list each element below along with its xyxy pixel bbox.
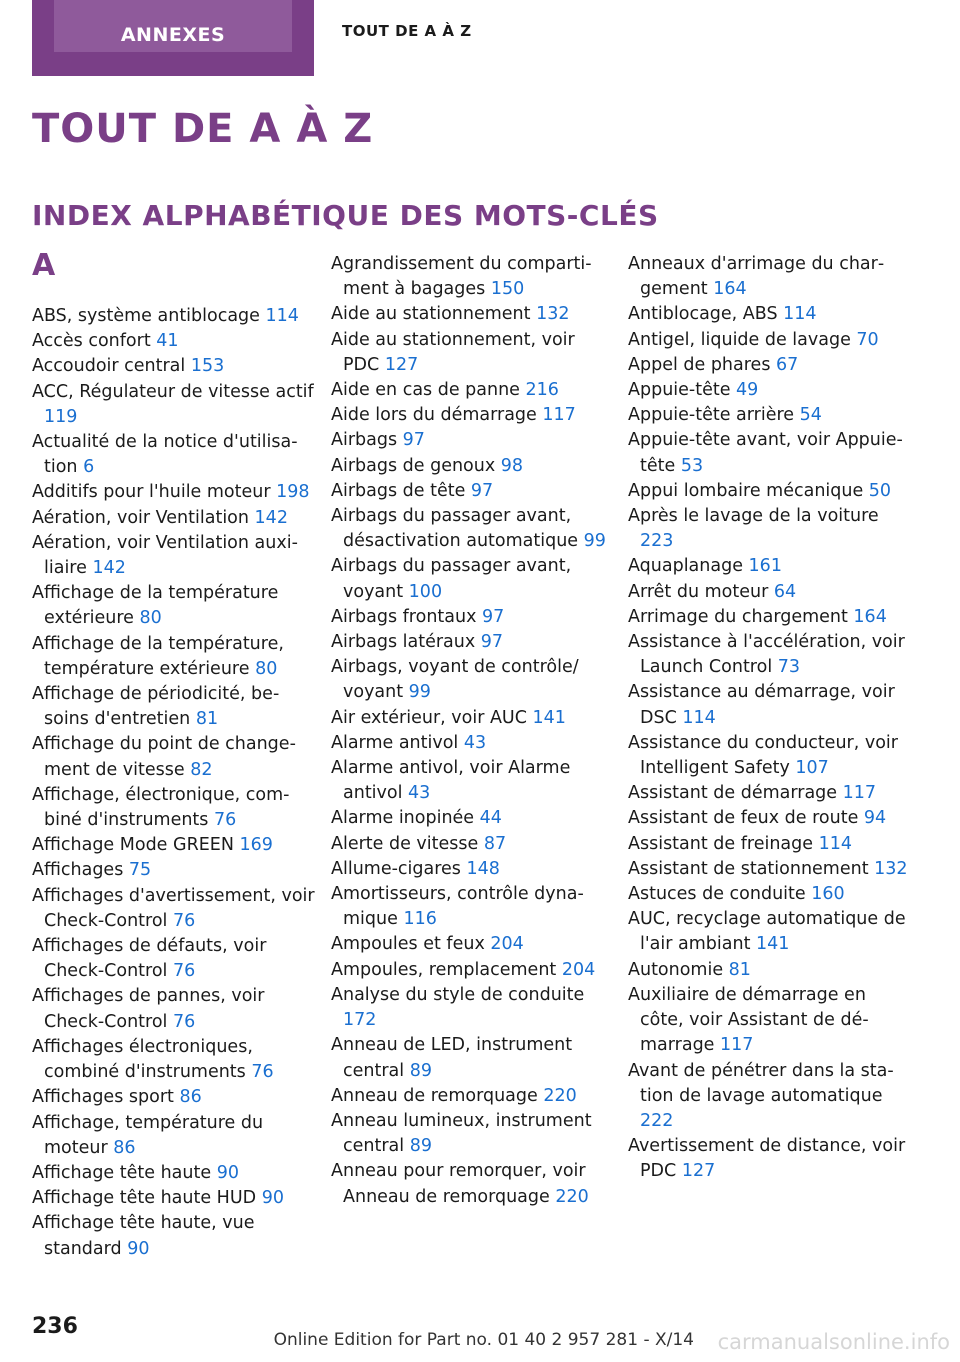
footer-edition: Online Edition for Part no. 01 40 2 957 281 - X/14: [273, 1330, 694, 1350]
index-entry-text: Affichage de la température extérieure: [32, 583, 279, 629]
index-entry: [331, 302, 616, 327]
index-entry-page-link[interactable]: 164: [713, 279, 747, 300]
index-entry-page-link[interactable]: 114: [783, 304, 817, 325]
index-entry: [331, 252, 616, 302]
index-entry-text: Actualité de la notice d'utilisation: [32, 432, 298, 478]
index-entry-page-link[interactable]: 127: [384, 354, 419, 375]
index-entry-page-link[interactable]: 43: [408, 783, 431, 804]
index-entry-page-link[interactable]: 86: [113, 1137, 136, 1158]
index-entry-page-link[interactable]: 148: [466, 858, 500, 879]
index-entry-page-link[interactable]: 97: [470, 480, 494, 501]
index-entry-text: Accès confort: [32, 331, 157, 352]
index-entry: [32, 480, 317, 505]
index-entry-text: Analyse du style de conduite: [331, 984, 585, 1005]
index-entry-text: Aération, voir Ventilation: [32, 507, 255, 528]
index-entry-text: Arrêt du moteur: [628, 581, 774, 602]
index-entry: [331, 1084, 616, 1109]
page-subtitle: INDEX ALPHABÉTIQUE DES MOTS-CLÉS: [32, 199, 659, 232]
index-entry-page-link[interactable]: 161: [748, 556, 782, 577]
chapter-tab-label: ANNEXES: [120, 24, 226, 46]
index-entry: [628, 580, 913, 605]
index-entry: [32, 1085, 317, 1110]
index-entry-page-link[interactable]: 114: [818, 833, 852, 854]
index-entry-text: Alerte de vitesse: [331, 833, 484, 854]
index-entry: [628, 983, 913, 1059]
index-entry: [331, 958, 616, 983]
index-entry: [331, 832, 616, 857]
index-entry-page-link[interactable]: 141: [756, 934, 790, 955]
index-entry-text: Affichage tête haute, vue standard: [32, 1213, 255, 1259]
index-entry: [331, 857, 616, 882]
index-entry-text: Accoudoir central: [32, 356, 191, 377]
index-entry-page-link[interactable]: 76: [172, 1011, 196, 1032]
index-entry-page-link[interactable]: 160: [811, 884, 845, 905]
index-entry-text: Avertissement de distance, voir PDC: [628, 1136, 906, 1182]
index-entry: [628, 781, 913, 806]
index-entry-page-link[interactable]: 132: [536, 304, 570, 325]
index-entry: [331, 983, 616, 1033]
index-column-1: [32, 246, 317, 1262]
index-entry: [32, 329, 317, 354]
index-entry-text: Alarme inopinée: [331, 808, 480, 829]
index-entry: [32, 858, 317, 883]
index-entry-text: Affichage de périodicité, besoins d'entretien: [32, 684, 280, 730]
index-entry-page-link[interactable]: 127: [681, 1161, 716, 1182]
index-entry-text: Assistant de freinage: [628, 833, 819, 854]
index-entry: [32, 884, 317, 934]
index-entry-text: Autonomie: [628, 959, 729, 980]
index-entry: [32, 1035, 317, 1085]
index-entry: [331, 882, 616, 932]
index-entry: [628, 554, 913, 579]
index-entry-text: Affichage tête haute HUD: [32, 1188, 262, 1209]
index-entry: [32, 380, 317, 430]
index-entry-text: Ampoules, remplacement: [331, 959, 562, 980]
index-entry: [628, 907, 913, 957]
index-entry-text: Additifs pour l'huile moteur: [32, 482, 277, 503]
index-entry-page-link[interactable]: 220: [555, 1186, 589, 1207]
index-entry-text: Auxiliaire de démarrage en côte, voir Assistant de démarrage: [628, 984, 869, 1056]
index-entry-text: Airbags du passager avant, désactivation automatique: [331, 506, 584, 552]
index-entry-page-link[interactable]: 49: [736, 380, 759, 401]
page-title: TOUT DE A À Z: [32, 106, 374, 152]
index-entry-text: Affichage Mode GREEN: [32, 835, 240, 856]
index-entry: [32, 1111, 317, 1161]
index-entry-page-link[interactable]: 153: [190, 356, 225, 377]
index-entry-page-link[interactable]: 80: [139, 608, 162, 629]
index-entry-text: Assistance à l'accélération, voir Launch Control: [628, 632, 905, 678]
index-entry-text: Airbags latéraux: [331, 632, 481, 653]
index-entry: [628, 605, 913, 630]
index-entry-page-link[interactable]: 90: [127, 1238, 150, 1259]
index-entry: [628, 1059, 913, 1135]
index-entry-page-link[interactable]: 117: [720, 1035, 754, 1056]
index-entry: [32, 934, 317, 984]
index-entry-text: Appuie-tête avant, voir Appuie-tête: [628, 430, 903, 476]
index-entry-text: Anneau de remorquage: [331, 1085, 544, 1106]
index-entry-text: Assistant de feux de route: [628, 808, 864, 829]
index-entry-text: Airbags frontaux: [331, 606, 483, 627]
index-entry: [628, 302, 913, 327]
index-entry: [331, 655, 616, 705]
index-entry-page-link[interactable]: 53: [680, 455, 704, 476]
index-entry-page-link[interactable]: 164: [853, 606, 887, 627]
index-entry-page-link[interactable]: 75: [128, 860, 152, 881]
index-entry-text: Antiblocage, ABS: [628, 304, 784, 325]
index-entry: [628, 832, 913, 857]
index-entry-page-link[interactable]: 87: [483, 833, 507, 854]
index-entry-page-link[interactable]: 76: [251, 1062, 274, 1083]
index-entry-page-link[interactable]: 220: [543, 1085, 577, 1106]
index-entry: [331, 1109, 616, 1159]
index-entry-text: ABS, système antiblocage: [32, 306, 266, 326]
index-entry-page-link[interactable]: 169: [239, 835, 273, 856]
index-entry: [32, 682, 317, 732]
index-entry: [32, 531, 317, 581]
index-entry-page-link[interactable]: 67: [776, 354, 799, 375]
index-entry-page-link[interactable]: 80: [255, 658, 278, 679]
section-tab-label: TOUT DE A À Z: [342, 22, 472, 40]
index-column-2: [331, 252, 616, 1210]
index-letter: A: [32, 248, 56, 283]
index-entry: [331, 378, 616, 403]
index-entry-text: Anneau lumineux, instrument central: [331, 1110, 592, 1157]
index-entry-text: Affichages électroniques, combiné d'instruments: [32, 1036, 253, 1083]
index-entry-text: Alarme antivol: [331, 732, 464, 753]
index-entry-text: Affichages de défauts, voir Check-Control: [32, 936, 267, 982]
index-entry: [628, 403, 913, 428]
index-entry-text: Astuces de conduite: [628, 884, 812, 905]
index-entry-page-link[interactable]: 222: [640, 1110, 674, 1131]
index-entry-text: Assistance au démarrage, voir DSC: [628, 682, 895, 728]
index-entry: [331, 328, 616, 378]
index-entry-page-link[interactable]: 90: [261, 1188, 284, 1209]
index-entry-page-link[interactable]: 76: [172, 961, 196, 982]
index-entry-text: Affichages de pannes, voir Check-Control: [32, 986, 265, 1032]
index-entry-text: Aide lors du démarrage: [331, 405, 543, 426]
index-entry-text: Anneau pour remorquer, voir Anneau de remorquage: [331, 1161, 586, 1207]
index-entry: [628, 479, 913, 504]
index-entry-page-link[interactable]: 216: [525, 380, 559, 401]
index-entry-text: Amortisseurs, contrôle dynamique: [331, 884, 584, 930]
index-entry-text: Air extérieur, voir AUC: [331, 707, 533, 728]
index-entry: [628, 806, 913, 831]
index-entry: [32, 984, 317, 1034]
index-entry: [331, 454, 616, 479]
index-entry-page-link[interactable]: 64: [773, 581, 797, 602]
index-column-3: [628, 252, 913, 1185]
index-entry-text: Ampoules et feux: [331, 934, 491, 955]
index-entry: [628, 958, 913, 983]
index-entry-text: Anneau de LED, instrument central: [331, 1035, 573, 1081]
index-entry-page-link[interactable]: 114: [265, 306, 299, 326]
index-entry: [331, 1159, 616, 1209]
index-entry: [331, 428, 616, 453]
index-entry-text: Affichages: [32, 860, 129, 881]
index-entry: [628, 630, 913, 680]
index-entry-text: Airbags: [331, 430, 403, 451]
index-entry: [32, 833, 317, 858]
index-entry-page-link[interactable]: 94: [863, 808, 887, 829]
index-entry: [32, 732, 317, 782]
index-entry-page-link[interactable]: 73: [777, 657, 801, 678]
index-entry-page-link[interactable]: 132: [874, 858, 908, 879]
index-entry-page-link[interactable]: 76: [172, 910, 196, 931]
index-entry-text: Airbags de tête: [331, 480, 471, 501]
index-entry-text: Aide au stationnement, voir PDC: [331, 329, 575, 375]
index-entry-page-link[interactable]: 50: [868, 480, 892, 501]
index-entry: [32, 304, 317, 329]
index-entry-text: Airbags de genoux: [331, 455, 501, 476]
index-entry-page-link[interactable]: 81: [195, 709, 219, 730]
index-entry: [32, 581, 317, 631]
index-entry-page-link[interactable]: 97: [482, 606, 505, 627]
index-entry-text: Appuie-tête: [628, 380, 737, 401]
index-entry: [331, 1033, 616, 1083]
index-entry: [331, 504, 616, 554]
index-entry: [32, 430, 317, 480]
index-entry-page-link[interactable]: 81: [728, 959, 751, 980]
index-entry-page-link[interactable]: 116: [403, 909, 437, 930]
index-entry-text: Arrimage du chargement: [628, 606, 854, 627]
index-entry: [628, 1134, 913, 1184]
index-entry: [628, 504, 913, 554]
index-entry-page-link[interactable]: 141: [532, 707, 566, 728]
index-entry-page-link[interactable]: 99: [583, 531, 606, 552]
index-entry-text: Allume-cigares: [331, 858, 467, 879]
index-entry-page-link[interactable]: 142: [92, 558, 126, 579]
index-entry-text: Affichage, électronique, combiné d'instruments: [32, 784, 290, 831]
index-entry-page-link[interactable]: 114: [682, 707, 716, 728]
watermark: carmanualsonline.info: [717, 1330, 950, 1354]
index-entry-text: Appuie-tête arrière: [628, 405, 800, 426]
index-entry-page-link[interactable]: 97: [480, 632, 504, 653]
index-entry-page-link[interactable]: 41: [156, 331, 179, 352]
index-entry-page-link[interactable]: 117: [842, 783, 877, 804]
index-entry-text: Aquaplanage: [628, 556, 749, 577]
index-entry-page-link[interactable]: 89: [409, 1060, 432, 1081]
index-entry-text: Airbags, voyant de contrôle/ voyant: [331, 657, 579, 703]
index-entry-page-link[interactable]: 90: [216, 1162, 239, 1183]
index-entry-text: Appui lombaire mécanique: [628, 480, 869, 501]
index-entry-text: Assistant de stationnement: [628, 858, 875, 879]
index-entry-page-link[interactable]: 70: [856, 329, 879, 350]
index-entry-text: Assistance du conducteur, voir Intelligent Safety: [628, 732, 898, 779]
index-entry-page-link[interactable]: 6: [83, 457, 95, 478]
index-entry-page-link[interactable]: 204: [561, 959, 596, 980]
index-entry: [331, 756, 616, 806]
index-entry-page-link[interactable]: 54: [799, 405, 822, 426]
index-entry-text: Aide au stationnement: [331, 304, 537, 325]
index-entry-text: AUC, recyclage automatique de l'air ambiant: [628, 909, 906, 955]
index-entry-page-link[interactable]: 86: [179, 1087, 202, 1108]
index-entry-text: Affichages sport: [32, 1087, 180, 1108]
index-entry: [331, 806, 616, 831]
index-entry-page-link[interactable]: 100: [408, 581, 443, 602]
index-entry: [628, 680, 913, 730]
index-entry: [331, 554, 616, 604]
index-entry-text: Affichage de la température, température extérieure: [32, 633, 284, 679]
index-entry: [628, 882, 913, 907]
index-entry: [331, 479, 616, 504]
index-entry: [331, 731, 616, 756]
index-entry: [32, 506, 317, 531]
index-entry: [32, 1161, 317, 1186]
index-entry: [628, 328, 913, 353]
index-entry-text: ACC, Régulateur de vitesse actif: [32, 381, 314, 402]
index-entry: [628, 428, 913, 478]
index-entry-page-link[interactable]: 119: [44, 406, 78, 427]
index-entry: [331, 630, 616, 655]
index-entry-text: Antigel, liquide de lavage: [628, 329, 857, 350]
index-entry-page-link[interactable]: 97: [402, 430, 425, 451]
index-entry-text: Affichage, température du moteur: [32, 1112, 264, 1158]
index-entry-page-link[interactable]: 204: [490, 934, 524, 955]
index-entry-text: Airbags du passager avant, voyant: [331, 556, 572, 602]
index-entry: [331, 403, 616, 428]
index-entry-page-link[interactable]: 172: [343, 1010, 377, 1031]
index-entry-page-link[interactable]: 82: [190, 759, 213, 780]
index-entry: [331, 932, 616, 957]
index-entry-text: Affichage tête haute: [32, 1162, 217, 1183]
index-entry-page-link[interactable]: 43: [463, 732, 487, 753]
index-entry-page-link[interactable]: 99: [408, 682, 431, 703]
index-entry: [32, 1186, 317, 1211]
index-entry-page-link[interactable]: 150: [490, 279, 525, 300]
index-entry-page-link[interactable]: 89: [409, 1136, 432, 1157]
index-entry: [628, 378, 913, 403]
index-entry-text: Alarme antivol, voir Alarme antivol: [331, 758, 571, 804]
index-entry-text: Après le lavage de la voiture: [628, 506, 879, 527]
index-entry-text: Aide en cas de panne: [331, 380, 526, 401]
index-entry-page-link[interactable]: 107: [795, 758, 829, 779]
index-entry: [331, 706, 616, 731]
index-entry-text: Avant de pénétrer dans la station de lavage automatique: [628, 1060, 894, 1106]
index-entry-page-link[interactable]: 142: [254, 507, 288, 528]
index-entry: [628, 252, 913, 302]
index-entry: [32, 783, 317, 833]
index-entry-text: Anneaux d'arrimage du chargement: [628, 254, 885, 300]
index-entry-text: Affichage du point de changement de vitesse: [32, 734, 296, 780]
index-entry-page-link[interactable]: 198: [276, 482, 310, 503]
index-entry: [628, 353, 913, 378]
index-entry-page-link[interactable]: 44: [479, 808, 502, 829]
index-entry-text: Appel de phares: [628, 354, 776, 375]
index-entry-page-link[interactable]: 117: [542, 405, 576, 426]
page-number: 236: [32, 1314, 78, 1339]
index-entry-text: Aération, voir Ventilation auxiliaire: [32, 532, 298, 579]
index-entry-page-link[interactable]: 223: [640, 531, 674, 552]
index-entry-page-link[interactable]: 76: [213, 810, 237, 831]
index-entry-page-link[interactable]: 98: [500, 455, 524, 476]
index-entry: [32, 354, 317, 379]
index-entry: [32, 632, 317, 682]
index-entry-text: Agrandissement du compartiment à bagages: [331, 254, 592, 300]
index-entry: [628, 731, 913, 781]
index-entry: [628, 857, 913, 882]
index-entry: [331, 605, 616, 630]
index-entry-text: Affichages d'avertissement, voir Check-Control: [32, 885, 315, 931]
index-entry: [32, 1211, 317, 1261]
index-entry-text: Assistant de démarrage: [628, 783, 843, 804]
